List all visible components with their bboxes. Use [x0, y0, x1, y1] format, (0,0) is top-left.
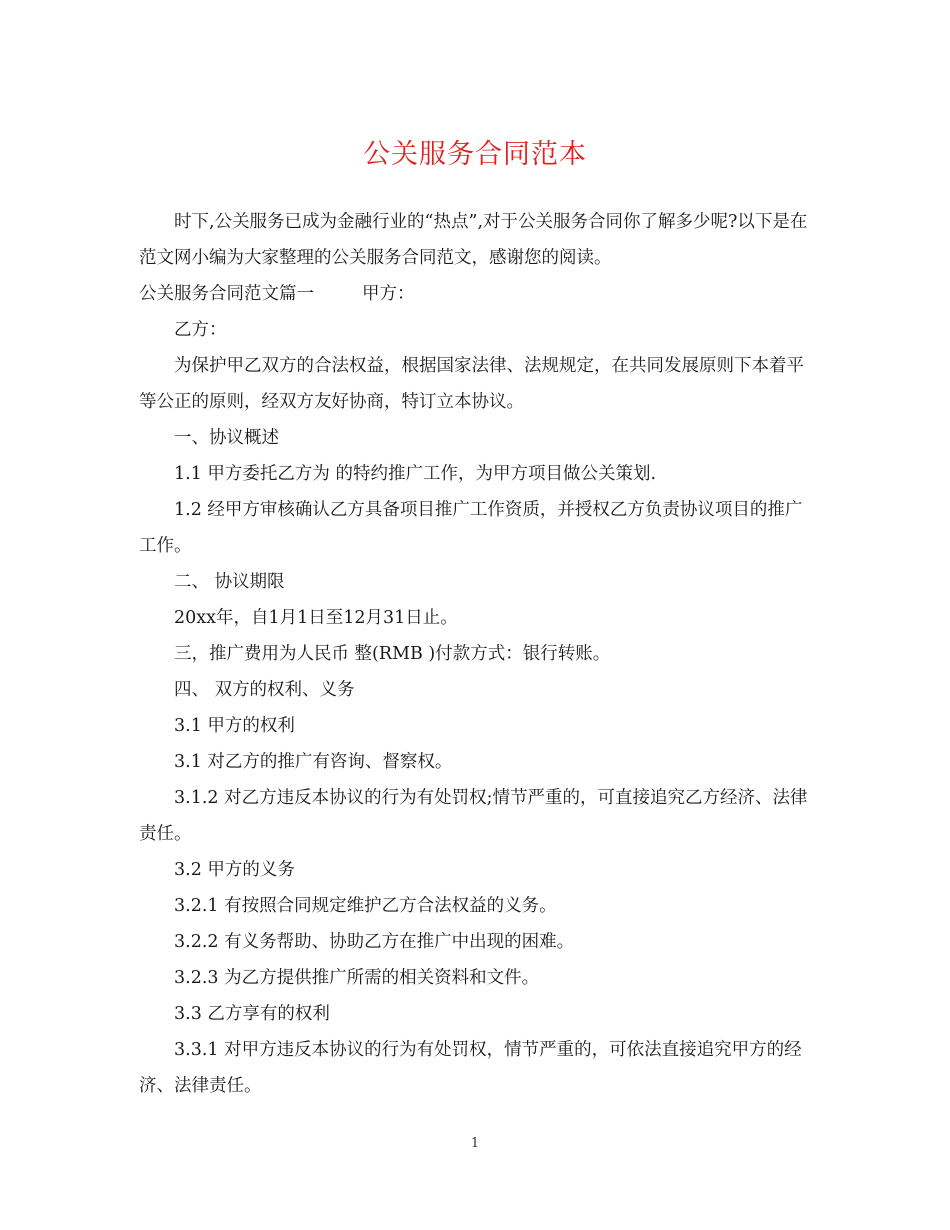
paragraph: 3.2.1 有按照合同规定维护乙方合法权益的义务。: [174, 896, 557, 916]
paragraph: 1.1 甲方委托乙方为 的特约推广工作，为甲方项目做公关策划.: [174, 464, 657, 484]
paragraph: 3.2 甲方的义务: [174, 860, 295, 880]
paragraph: 3.2.3 为乙方提供推广所需的相关资料和文件。: [174, 968, 540, 988]
section-heading: 公关服务合同范文篇一: [139, 284, 314, 304]
document-body: [139, 204, 815, 1104]
document-title: 公关服务合同范本: [363, 139, 587, 170]
section-heading-row: [139, 276, 815, 312]
paragraph: 3.1 对乙方的推广有咨询、督察权。: [174, 752, 453, 772]
paragraph: 三，推广费用为人民币 整(RMB )付款方式：银行转账。: [174, 644, 611, 664]
party-b-label: 乙方：: [174, 320, 227, 340]
clause-heading: 一、协议概述: [174, 428, 279, 448]
paragraph: 3.1 甲方的权利: [174, 716, 295, 736]
paragraph: 20xx年，自1月1日至12月31日止。: [174, 608, 458, 628]
party-a-label: 甲方：: [362, 284, 415, 304]
paragraph: 3.3 乙方享有的权利: [174, 1004, 330, 1024]
paragraph: 3.3.1 对甲方违反本协议的行为有处罚权，情节严重的，可依法直接追究甲方的经济、法律责任。: [139, 1040, 802, 1096]
clause-heading: 四、 双方的权利、义务: [174, 680, 355, 700]
paragraph: 1.2 经甲方审核确认乙方具备项目推广工作资质，并授权乙方负责协议项目的推广工作。: [139, 500, 803, 556]
clause-heading: 二、 协议期限: [174, 572, 285, 592]
intro-paragraph: 时下,公关服务已成为金融行业的“热点”,对于公关服务合同你了解多少呢?以下是在范文网小编为大家整理的公关服务合同范文，感谢您的阅读。: [139, 212, 808, 268]
paragraph: 3.1.2 对乙方违反本协议的行为有处罚权;情节严重的，可直接追究乙方经济、法律责任。: [139, 788, 808, 844]
paragraph: 为保护甲乙双方的合法权益，根据国家法律、法规规定，在共同发展原则下本着平等公正的原则，经双方友好协商，特订立本协议。: [139, 356, 804, 412]
paragraph: 3.2.2 有义务帮助、协助乙方在推广中出现的困难。: [174, 932, 575, 952]
page-number: 1: [470, 1136, 480, 1151]
